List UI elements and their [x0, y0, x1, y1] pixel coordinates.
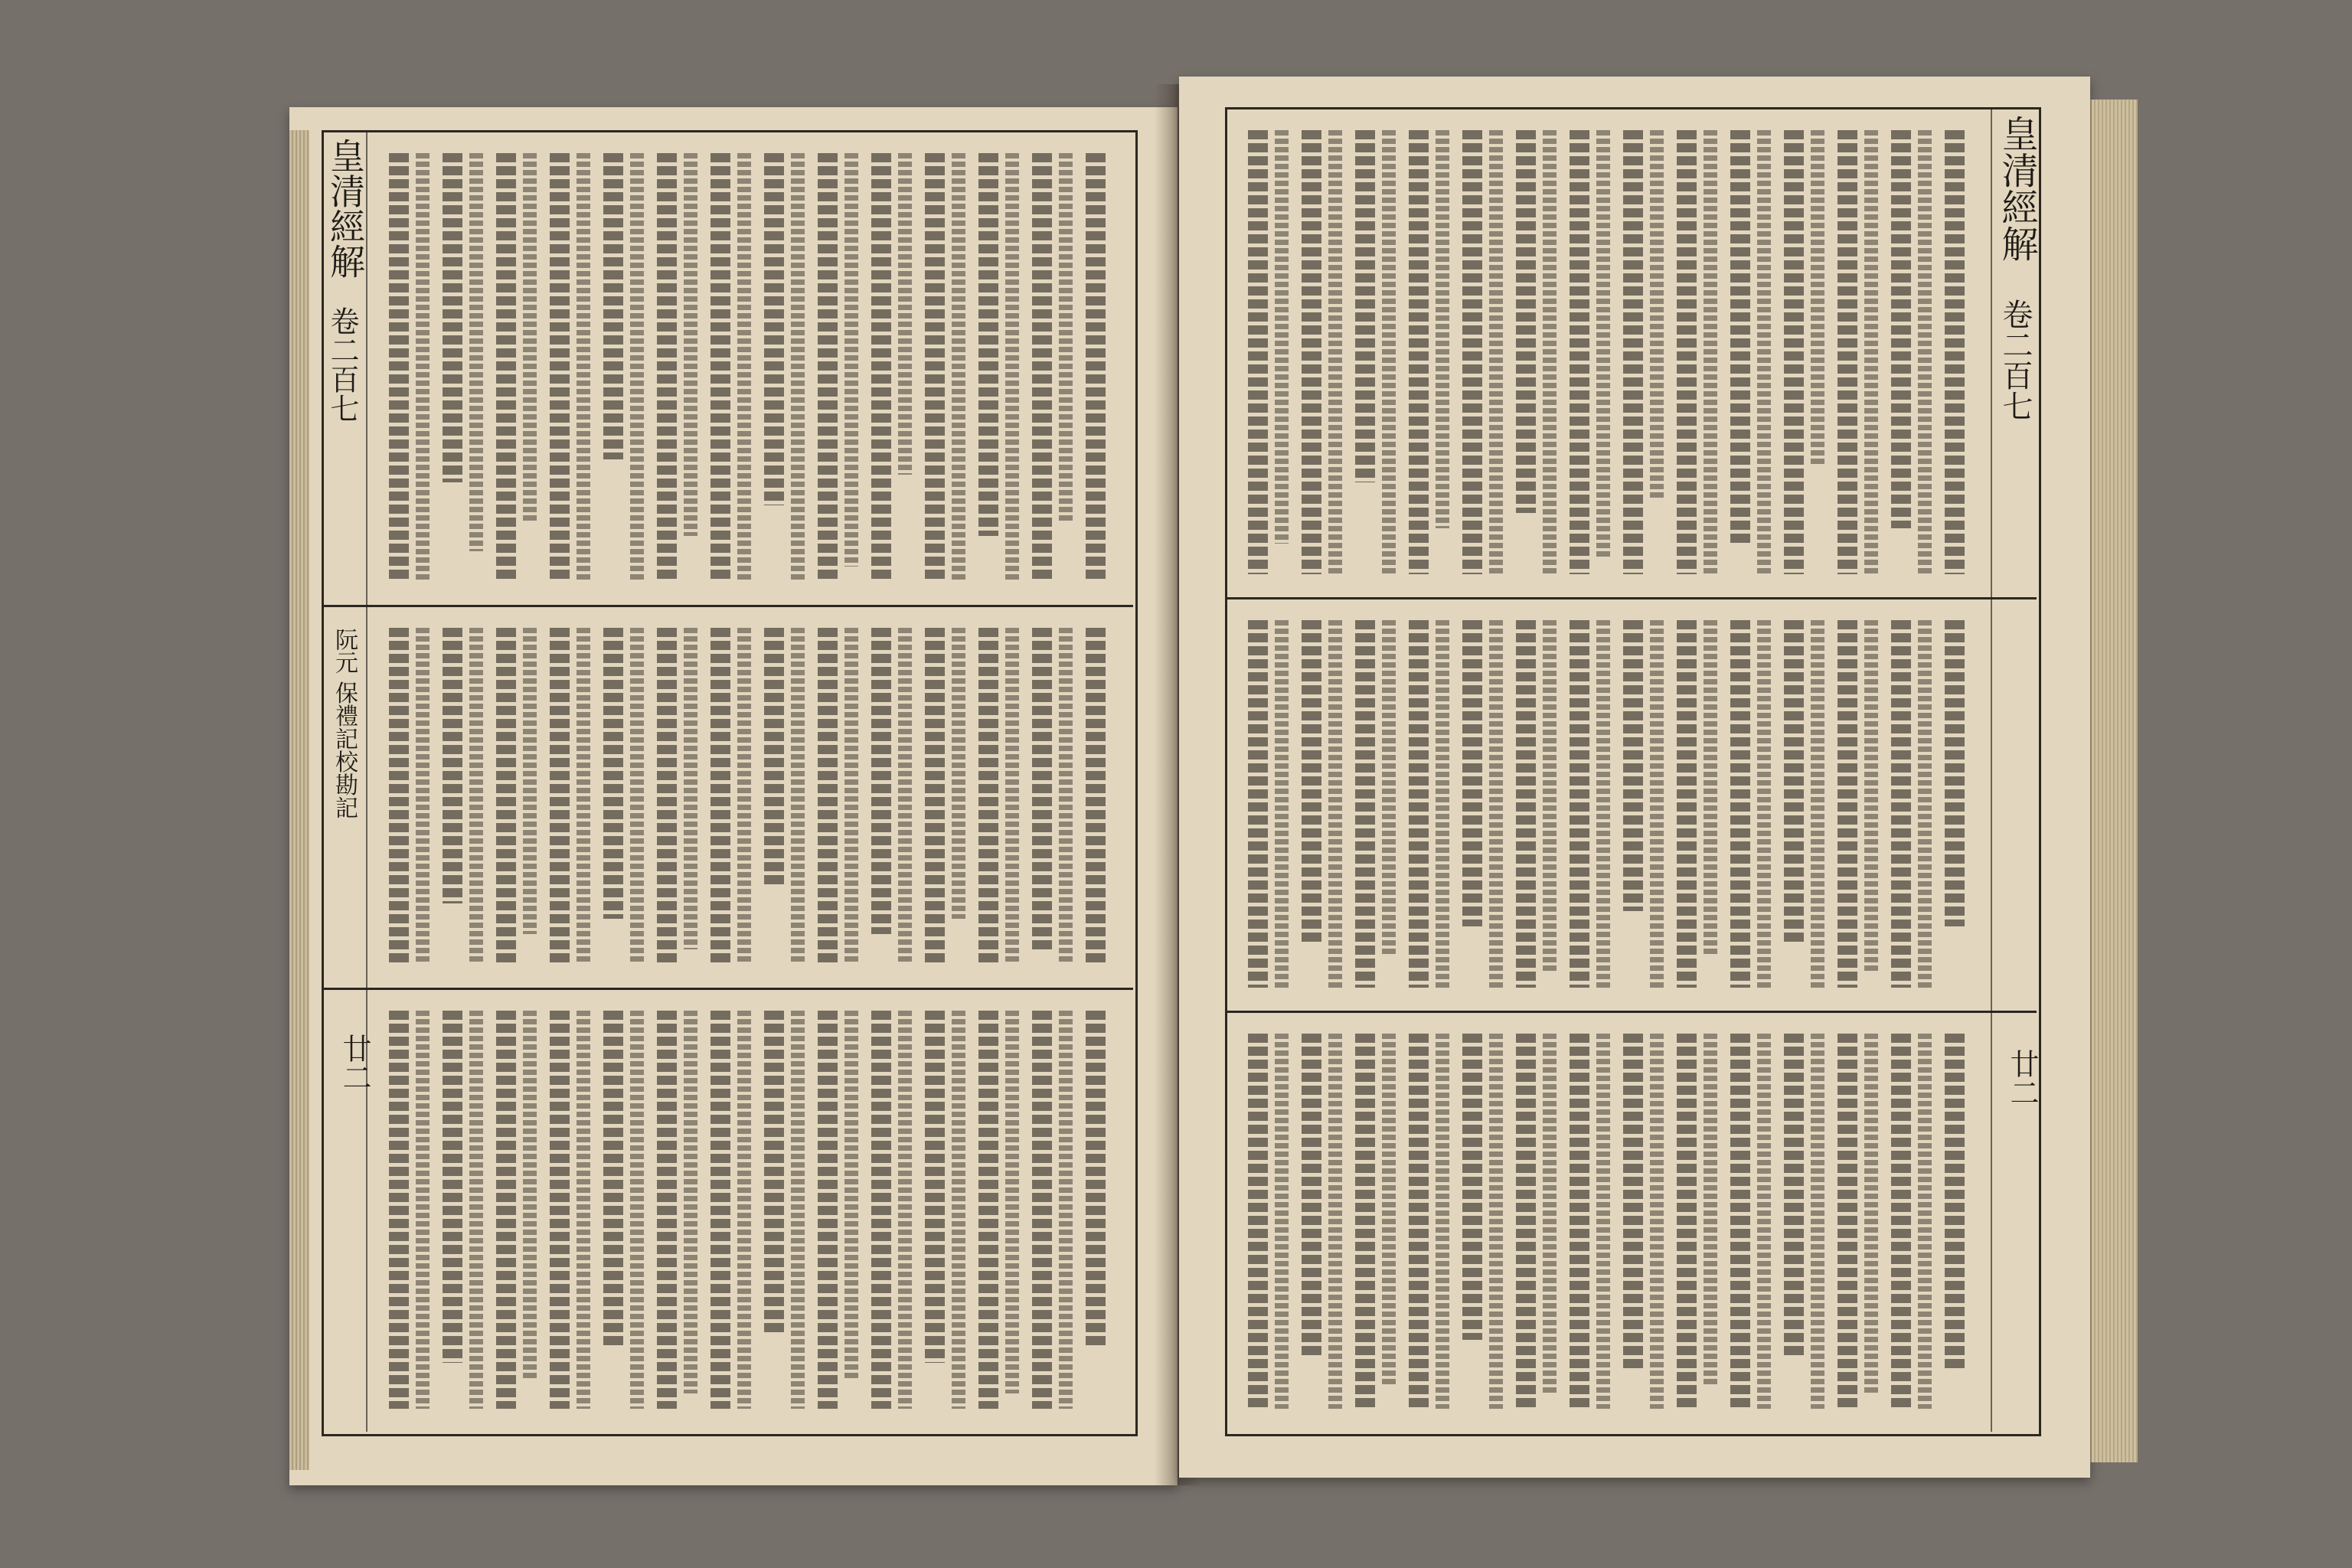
- right-text-column: [1864, 620, 1878, 972]
- left-text-column: [1005, 1011, 1019, 1393]
- right-text-column: [1864, 1034, 1878, 1393]
- left-text-column: [898, 628, 912, 965]
- left-page-edge-stack: [289, 130, 309, 1470]
- left-text-column: [389, 1011, 409, 1409]
- right-text-column: [1302, 620, 1321, 942]
- right-text-column: [1811, 620, 1824, 988]
- left-text-column: [577, 628, 590, 965]
- left-text-column: [443, 628, 462, 903]
- left-text-column: [1086, 628, 1106, 965]
- left-text-column: [603, 153, 623, 459]
- left-register-rule-1: [322, 605, 1133, 607]
- left-text-column: [871, 1011, 891, 1409]
- right-text-column: [1784, 620, 1804, 942]
- right-text-column: [1409, 130, 1429, 574]
- right-text-column: [1838, 620, 1857, 988]
- left-text-column: [1032, 1011, 1052, 1409]
- left-text-column: [737, 1011, 751, 1409]
- right-text-column: [1275, 130, 1289, 544]
- right-text-column: [1248, 620, 1268, 988]
- left-text-column: [550, 628, 570, 965]
- right-text-column: [1596, 620, 1610, 988]
- right-text-column: [1543, 1034, 1557, 1393]
- right-text-column: [1945, 620, 1965, 926]
- left-text-column: [630, 153, 644, 582]
- right-page-number: 廿二: [2005, 1049, 2039, 1107]
- right-text-column: [1516, 1034, 1536, 1409]
- right-text-column: [1462, 620, 1482, 926]
- right-page: [1179, 77, 2090, 1478]
- left-text-column: [871, 628, 891, 934]
- right-text-column: [1516, 130, 1536, 513]
- left-text-column: [952, 1011, 965, 1409]
- left-text-column: [550, 153, 570, 582]
- left-text-column: [523, 153, 537, 521]
- left-title-rule: [366, 130, 368, 1432]
- left-text-column: [1086, 1011, 1106, 1348]
- left-text-column: [496, 628, 516, 965]
- left-text-column: [925, 628, 945, 965]
- left-text-column: [603, 628, 623, 919]
- right-text-column: [1516, 620, 1536, 988]
- right-text-column: [1596, 1034, 1610, 1409]
- left-text-column: [416, 153, 430, 582]
- right-text-column: [1623, 620, 1643, 911]
- left-text-column: [737, 628, 751, 965]
- left-text-column: [577, 1011, 590, 1409]
- right-text-column: [1704, 1034, 1717, 1386]
- right-text-column: [1650, 1034, 1664, 1409]
- right-text-column: [1677, 1034, 1697, 1409]
- left-text-column: [818, 153, 838, 582]
- right-text-column: [1570, 620, 1589, 988]
- left-text-column: [496, 153, 516, 582]
- right-text-column: [1623, 1034, 1643, 1370]
- right-text-column: [1757, 1034, 1771, 1409]
- left-text-column: [469, 628, 483, 965]
- left-text-column: [898, 153, 912, 475]
- right-text-column: [1543, 130, 1557, 574]
- right-text-column: [1784, 1034, 1804, 1355]
- right-text-column: [1275, 620, 1289, 988]
- right-text-column: [1811, 130, 1824, 467]
- right-page-edge-stack: [2090, 100, 2138, 1462]
- left-running-title: 皇清經解: [325, 138, 366, 279]
- left-text-column: [1005, 153, 1019, 582]
- left-text-column: [630, 1011, 644, 1409]
- left-text-column: [1032, 153, 1052, 582]
- left-text-column: [952, 153, 965, 582]
- left-text-column: [710, 153, 730, 582]
- left-text-column: [1059, 628, 1073, 965]
- left-text-column: [1032, 628, 1052, 949]
- left-text-column: [630, 628, 644, 965]
- right-text-column: [1891, 130, 1911, 528]
- left-text-column: [791, 153, 805, 582]
- left-text-column: [791, 1011, 805, 1409]
- left-text-column: [603, 1011, 623, 1348]
- right-text-column: [1489, 130, 1503, 574]
- left-text-column: [684, 153, 697, 536]
- left-text-column: [469, 153, 483, 551]
- right-text-column: [1650, 130, 1664, 498]
- left-text-column: [1086, 153, 1106, 582]
- right-text-column: [1945, 1034, 1965, 1370]
- right-text-column: [1248, 1034, 1268, 1409]
- right-text-column: [1382, 130, 1396, 574]
- right-text-column: [1677, 620, 1697, 988]
- left-text-column: [818, 1011, 838, 1409]
- left-text-column: [684, 628, 697, 949]
- right-text-column: [1730, 620, 1750, 988]
- left-text-column: [1059, 153, 1073, 521]
- right-text-column: [1355, 130, 1375, 482]
- left-sub-title: 阮元 保禮記校勘記: [331, 628, 358, 819]
- left-text-column: [764, 628, 784, 888]
- right-text-column: [1302, 1034, 1321, 1355]
- left-text-column: [898, 1011, 912, 1409]
- right-register-rule-1: [1225, 597, 2037, 599]
- right-text-column: [1838, 1034, 1857, 1409]
- right-text-column: [1382, 1034, 1396, 1386]
- left-text-column: [416, 628, 430, 965]
- right-text-column: [1355, 1034, 1375, 1409]
- right-register-rule-2: [1225, 1011, 2037, 1013]
- right-text-column: [1650, 620, 1664, 988]
- right-volume-marker: 卷二百七: [1998, 299, 2033, 421]
- right-text-column: [1248, 130, 1268, 574]
- right-text-column: [1355, 620, 1375, 988]
- left-text-column: [978, 1011, 998, 1409]
- left-text-column: [844, 153, 858, 567]
- left-text-column: [523, 1011, 537, 1378]
- left-page-number: 廿二: [338, 1034, 371, 1092]
- right-text-column: [1382, 620, 1396, 957]
- right-text-column: [1784, 130, 1804, 574]
- right-text-column: [1811, 1034, 1824, 1409]
- right-text-column: [1436, 130, 1449, 528]
- left-text-column: [710, 628, 730, 965]
- right-text-column: [1704, 130, 1717, 574]
- left-text-column: [925, 1011, 945, 1363]
- left-text-column: [710, 1011, 730, 1409]
- left-text-column: [577, 153, 590, 582]
- right-text-column: [1462, 130, 1482, 574]
- right-text-column: [1436, 1034, 1449, 1409]
- right-text-column: [1570, 130, 1589, 574]
- left-text-column: [657, 153, 677, 582]
- right-text-column: [1838, 130, 1857, 574]
- right-text-column: [1302, 130, 1321, 574]
- left-text-column: [523, 628, 537, 934]
- right-text-column: [1570, 1034, 1589, 1409]
- right-text-column: [1489, 1034, 1503, 1409]
- right-text-column: [1704, 620, 1717, 957]
- right-text-column: [1918, 1034, 1932, 1409]
- left-volume-marker: 卷二百七: [325, 306, 359, 423]
- left-text-column: [952, 628, 965, 919]
- right-text-column: [1623, 130, 1643, 574]
- right-text-column: [1436, 620, 1449, 988]
- left-register-rule-2: [322, 988, 1133, 990]
- right-text-column: [1409, 620, 1429, 988]
- left-text-column: [1005, 628, 1019, 965]
- right-text-column: [1596, 130, 1610, 559]
- right-text-column: [1891, 620, 1911, 988]
- left-text-column: [416, 1011, 430, 1409]
- left-page: [289, 107, 1178, 1485]
- left-text-column: [684, 1011, 697, 1393]
- right-text-column: [1864, 130, 1878, 574]
- left-text-column: [550, 1011, 570, 1409]
- left-text-column: [844, 628, 858, 965]
- left-text-column: [791, 628, 805, 965]
- left-text-column: [737, 153, 751, 582]
- left-text-column: [925, 153, 945, 582]
- left-text-column: [764, 153, 784, 505]
- right-text-column: [1328, 130, 1342, 574]
- right-text-column: [1275, 1034, 1289, 1409]
- left-text-column: [978, 628, 998, 965]
- left-text-column: [469, 1011, 483, 1409]
- left-text-column: [764, 1011, 784, 1332]
- right-text-column: [1730, 130, 1750, 544]
- left-text-column: [1059, 1011, 1073, 1409]
- left-text-column: [657, 628, 677, 965]
- right-text-column: [1918, 130, 1932, 574]
- right-text-column: [1677, 130, 1697, 574]
- left-text-column: [496, 1011, 516, 1409]
- right-text-column: [1757, 130, 1771, 574]
- right-text-column: [1462, 1034, 1482, 1340]
- right-text-column: [1489, 620, 1503, 988]
- right-text-column: [1730, 1034, 1750, 1409]
- right-text-column: [1945, 130, 1965, 574]
- left-text-column: [844, 1011, 858, 1378]
- right-running-title: 皇清經解: [1995, 115, 2038, 262]
- left-text-column: [818, 628, 838, 965]
- right-text-column: [1918, 620, 1932, 988]
- left-text-column: [389, 153, 409, 582]
- right-text-column: [1328, 620, 1342, 988]
- right-text-column: [1328, 1034, 1342, 1409]
- left-text-column: [871, 153, 891, 582]
- left-text-column: [443, 153, 462, 482]
- right-text-column: [1891, 1034, 1911, 1409]
- left-text-column: [389, 628, 409, 965]
- left-text-column: [978, 153, 998, 536]
- left-text-column: [657, 1011, 677, 1409]
- right-text-column: [1757, 620, 1771, 988]
- right-text-column: [1543, 620, 1557, 972]
- right-title-rule: [1991, 107, 1992, 1432]
- right-text-column: [1409, 1034, 1429, 1409]
- left-text-column: [443, 1011, 462, 1363]
